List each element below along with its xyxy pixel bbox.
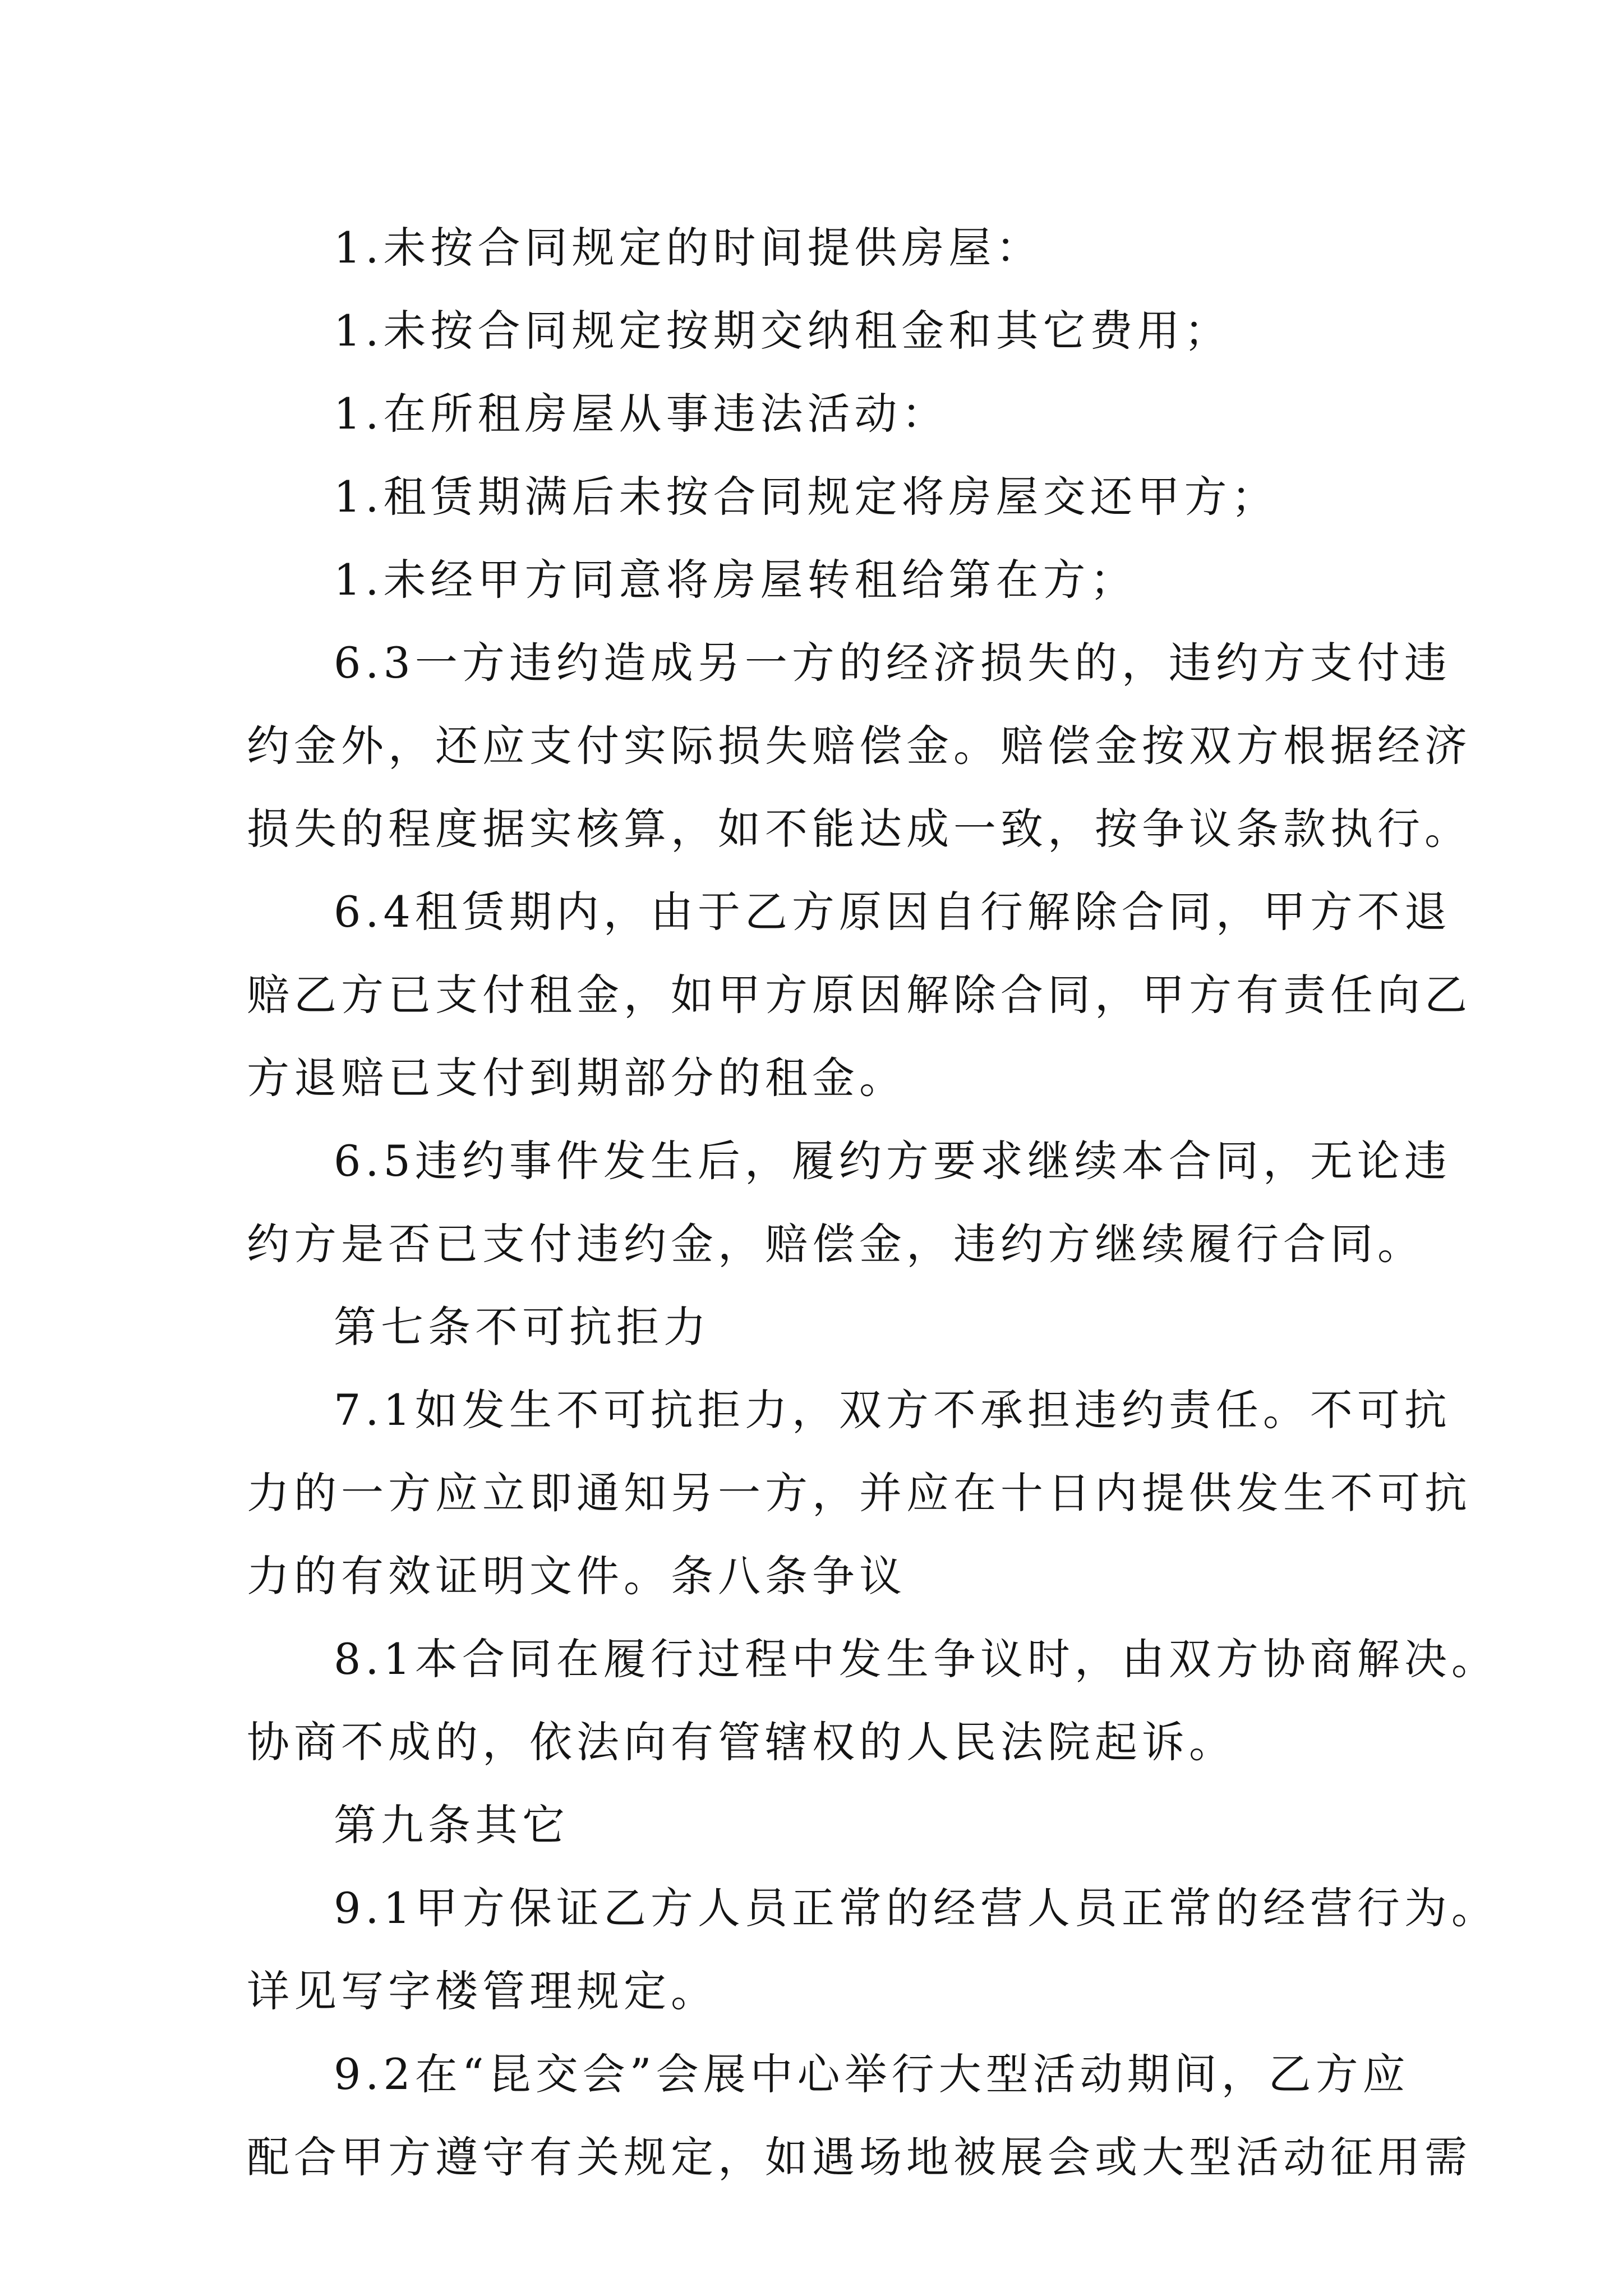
text-line: 6.4租赁期内，由于乙方原因自行解除合同，甲方不退 [334,887,1451,937]
text-line: 力的一方应立即通知另一方，并应在十日内提供发生不可抗 [247,1468,1472,1518]
document-body [247,206,1498,2199]
text-line: 方退赔已支付到期部分的租金。 [247,1053,906,1103]
text-line: 损失的程度据实核算，如不能达成一致，按争议条款执行。 [247,804,1472,854]
text-line: 约金外，还应支付实际损失赔偿金。赔偿金按双方根据经济 [247,721,1472,771]
text-line: 9.2在“昆交会”会展中心举行大型活动期间，乙方应 [334,2049,1410,2099]
section-heading: 第九条其它 [334,1800,569,1850]
text-line: 1.租赁期满后未按合同规定将房屋交还甲方； [334,472,1279,522]
text-line: 6.5违约事件发生后，履约方要求继续本合同，无论违 [334,1136,1451,1186]
text-line: 1.在所租房屋从事违法活动： [334,389,949,439]
text-line: 8.1本合同在履行过程中发生争议时，由双方协商解决。 [334,1634,1498,1684]
text-line: 详见写字楼管理规定。 [247,1966,718,2016]
text-line: 配合甲方遵守有关规定，如遇场地被展会或大型活动征用需 [247,2132,1472,2182]
section-heading: 第七条不可抗拒力 [334,1302,711,1352]
text-line: 约方是否已支付违约金，赔偿金，违约方继续履行合同。 [247,1219,1424,1269]
text-line: 协商不成的，依法向有管辖权的人民法院起诉。 [247,1717,1236,1767]
text-line: 1.未经甲方同意将房屋转租给第在方； [334,555,1137,605]
text-line: 1.未按合同规定按期交纳租金和其它费用； [334,306,1232,356]
text-line: 力的有效证明文件。条八条争议 [247,1551,906,1601]
text-line: 1.未按合同规定的时间提供房屋： [334,223,1043,273]
text-line: 9.1甲方保证乙方人员正常的经营人员正常的经营行为。 [334,1883,1498,1933]
text-line: 赔乙方已支付租金，如甲方原因解除合同，甲方有责任向乙 [247,970,1472,1020]
text-line: 7.1如发生不可抗拒力，双方不承担违约责任。不可抗 [334,1385,1451,1435]
text-line: 6.3一方违约造成另一方的经济损失的，违约方支付违 [334,638,1451,688]
